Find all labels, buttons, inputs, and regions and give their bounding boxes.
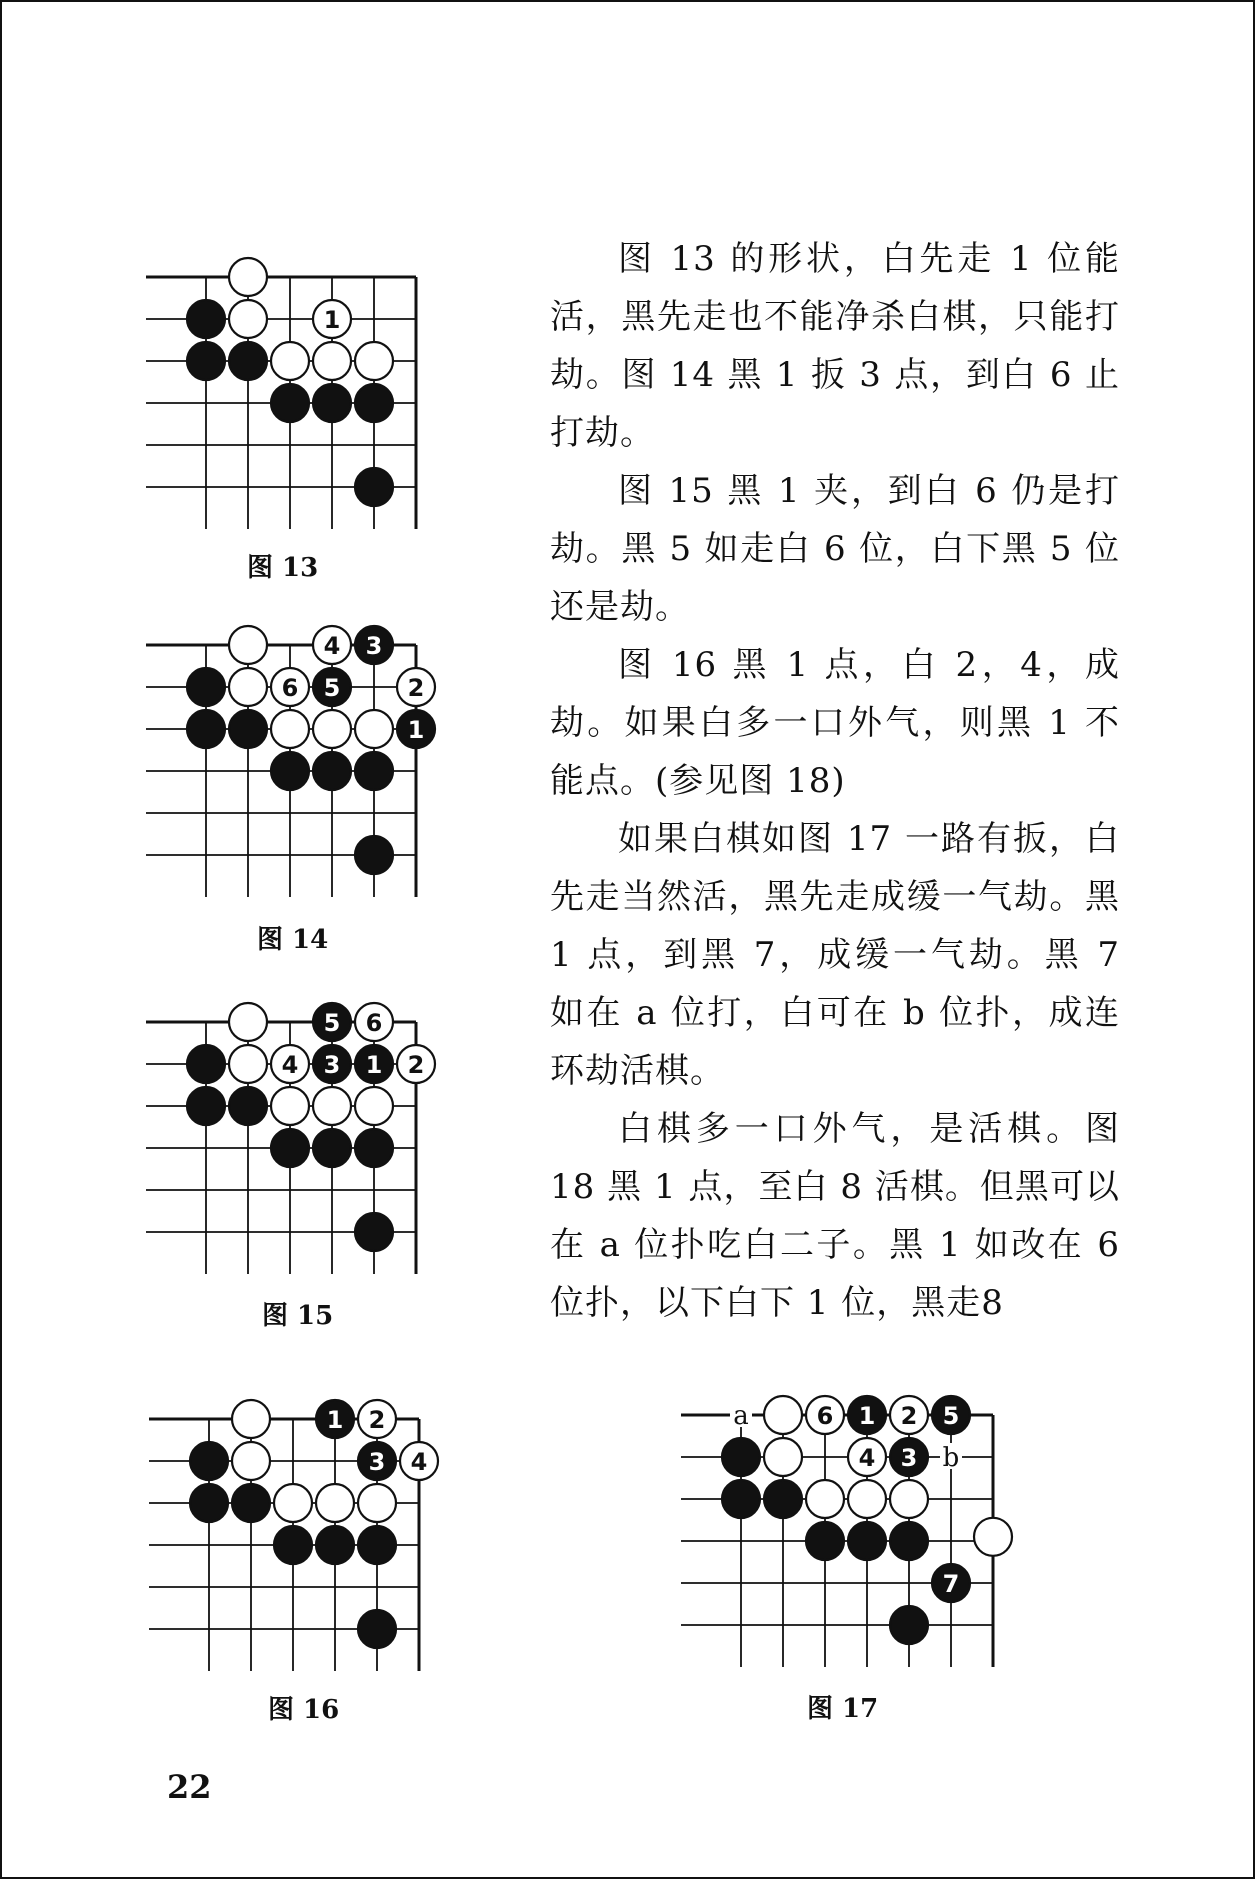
move-number: 5 [942, 1402, 960, 1430]
black-stone [722, 1438, 760, 1476]
black-stone [890, 1522, 928, 1560]
page-number: 22 [167, 1768, 212, 1806]
black-stone [190, 1442, 228, 1480]
black-stone [271, 1129, 309, 1167]
white-stone [229, 300, 267, 338]
go-diagram-16 [167, 1399, 467, 1679]
black-stone [313, 752, 351, 790]
black-stone [187, 668, 225, 706]
move-number: 1 [323, 306, 341, 334]
white-stone [274, 1484, 312, 1522]
point-label: b [942, 1443, 960, 1473]
black-stone [229, 710, 267, 748]
black-stone [271, 384, 309, 422]
white-stone [355, 710, 393, 748]
move-number: 3 [323, 1051, 341, 1079]
white-stone [232, 1442, 270, 1480]
black-stone [358, 1526, 396, 1564]
black-stone [313, 1129, 351, 1167]
white-stone [806, 1480, 844, 1518]
paragraph: 白棋多一口外气，是活棋。图 18 黑 1 点，至白 8 活棋。但黑可以在 a 位扑吃白二子。黑 1 如改在 6 位扑，以下白下 1 位，黑走8 [550, 1109, 1120, 1323]
paragraph: 图 16 黑 1 点，白 2，4，成劫。如果白多一口外气，则黑 1 不能点。(参见图 18) [550, 645, 1120, 801]
move-number: 2 [407, 674, 425, 702]
black-stone [187, 342, 225, 380]
black-stone [355, 752, 393, 790]
move-number: 6 [816, 1402, 834, 1430]
move-number: 1 [365, 1051, 383, 1079]
black-stone [187, 710, 225, 748]
white-stone [764, 1396, 802, 1434]
black-stone [355, 1213, 393, 1251]
white-stone [229, 258, 267, 296]
figure-label-13: 图 13 [247, 553, 319, 583]
move-number: 4 [281, 1051, 299, 1079]
figure-label-14: 图 14 [257, 925, 329, 955]
move-number: 2 [368, 1406, 386, 1434]
black-stone [722, 1480, 760, 1518]
black-stone [187, 300, 225, 338]
move-number: 7 [942, 1570, 960, 1598]
figure-label-15: 图 15 [262, 1301, 334, 1331]
move-number: 4 [858, 1444, 876, 1472]
black-stone [890, 1606, 928, 1644]
white-stone [974, 1518, 1012, 1556]
figure-label-16: 图 16 [268, 1695, 340, 1725]
move-number: 1 [858, 1402, 876, 1430]
white-stone [848, 1480, 886, 1518]
white-stone [764, 1438, 802, 1476]
move-number: 4 [410, 1448, 428, 1476]
white-stone [232, 1400, 270, 1438]
white-stone [313, 342, 351, 380]
white-stone [229, 1003, 267, 1041]
move-number: 3 [900, 1444, 918, 1472]
point-label: a [733, 1401, 749, 1431]
body-text [550, 230, 1120, 1332]
black-stone [316, 1526, 354, 1564]
move-number: 6 [365, 1009, 383, 1037]
white-stone [358, 1484, 396, 1522]
figure-label-17: 图 17 [807, 1694, 879, 1724]
move-number: 2 [900, 1402, 918, 1430]
black-stone [271, 752, 309, 790]
go-diagram-14 [164, 625, 464, 905]
move-number: 3 [365, 632, 383, 660]
black-stone [187, 1087, 225, 1125]
white-stone [890, 1480, 928, 1518]
white-stone [355, 342, 393, 380]
black-stone [355, 468, 393, 506]
white-stone [313, 1087, 351, 1125]
paragraph: 如果白棋如图 17 一路有扳，白先走当然活，黑先走成缓一气劫。黑 1 点，到黑 7，成缓一气劫。黑 7 如在 a 位打，白可在 b 位扑，成连环劫活棋。 [550, 819, 1120, 1091]
white-stone [313, 710, 351, 748]
go-diagram-17 [699, 1395, 1019, 1675]
white-stone [271, 1087, 309, 1125]
go-diagram-15 [164, 1002, 464, 1282]
black-stone [232, 1484, 270, 1522]
move-number: 1 [407, 716, 425, 744]
black-stone [355, 836, 393, 874]
white-stone [355, 1087, 393, 1125]
move-number: 3 [368, 1448, 386, 1476]
black-stone [848, 1522, 886, 1560]
black-stone [187, 1045, 225, 1083]
black-stone [355, 1129, 393, 1167]
black-stone [190, 1484, 228, 1522]
move-number: 4 [323, 632, 341, 660]
go-diagram-13 [164, 257, 464, 527]
white-stone [271, 342, 309, 380]
paragraph: 图 15 黑 1 夹，到白 6 仍是打劫。黑 5 如走白 6 位，白下黑 5 位还是劫。 [550, 471, 1120, 627]
black-stone [229, 342, 267, 380]
white-stone [229, 626, 267, 664]
black-stone [313, 384, 351, 422]
move-number: 2 [407, 1051, 425, 1079]
paragraph: 图 13 的形状，白先走 1 位能活，黑先走也不能净杀白棋，只能打劫。图 14 黑 1 扳 3 点，到白 6 止打劫。 [550, 239, 1120, 453]
move-number: 6 [281, 674, 299, 702]
white-stone [229, 1045, 267, 1083]
move-number: 1 [326, 1406, 344, 1434]
black-stone [229, 1087, 267, 1125]
move-number: 5 [323, 1009, 341, 1037]
white-stone [229, 668, 267, 706]
white-stone [316, 1484, 354, 1522]
move-number: 5 [323, 674, 341, 702]
black-stone [764, 1480, 802, 1518]
white-stone [271, 710, 309, 748]
black-stone [274, 1526, 312, 1564]
black-stone [806, 1522, 844, 1560]
black-stone [355, 384, 393, 422]
black-stone [358, 1610, 396, 1648]
